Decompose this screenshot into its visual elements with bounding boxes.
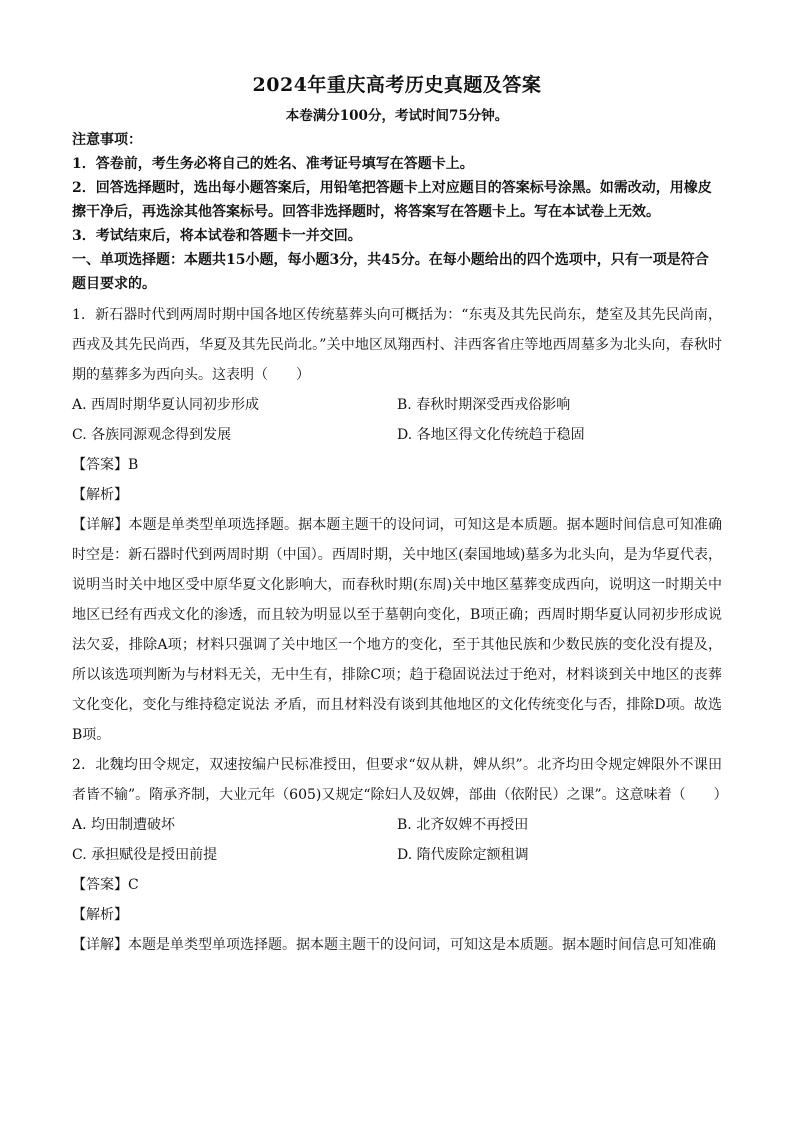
exam-info: 本卷满分100分，考试时间75分钟。: [285, 108, 509, 124]
question-2-options: [72, 840, 722, 870]
document-body: [72, 128, 728, 960]
section-heading: 一、单项选择题：本题共15小题，每小题3分，共45分。在每小题给出的四个选项中，只有一项是符合题目要求的。: [72, 252, 709, 292]
question-1-detail: 【详解】本题是单类型单项选择题。据本题主题干的设问词，可知这是本质题。据本题时间信息可知准确时空是：新石器时代到两周时期（中国）。西周时期，关中地区(秦国地域)墓多为北头向，是为华夏代表，说明当时关中地区受中原华夏文化影响大，而春秋时期(东周)关中地区墓葬变成西向，说明这一时期关中地区已经有西戎文化的渗透，而且较为明显以至于墓朝向变化，B项正确；西周时期华夏认同初步形成说法欠妥，排除A项；材料只强调了关中地区一个地方的变化，至于其他民族和少数民族的变化没有提及，所以该选项判断为与材料无关，无中生有，排除C项；趋于稳固说法过于绝对，材料谈到关中地区的丧葬文化变化，变化与维持稳定说法 矛盾，而且材料没有谈到其他地区的文化传统变化与否，排除D项。故选B项。: [72, 517, 722, 743]
question-1-options: [72, 420, 722, 450]
question-1-analysis-heading: 【解析】: [72, 487, 128, 503]
option-c: C. 各族同源观念得到发展: [72, 427, 232, 443]
option-c: C. 承担赋役是授田前提: [72, 847, 218, 863]
option-d: D. 隋代废除定额租调: [397, 847, 529, 863]
option-b: B. 春秋时期深受西戎俗影响: [397, 397, 571, 413]
notice-heading: 注意事项：: [72, 132, 142, 148]
option-a: A. 均田制遭破坏: [72, 817, 176, 833]
question-2-detail: 【详解】本题是单类型单项选择题。据本题主题干的设问词，可知这是本质题。据本题时间信息可知准确: [72, 937, 716, 953]
question-2-analysis-heading: 【解析】: [72, 907, 128, 923]
question-1-stem: 1．新石器时代到两周时期中国各地区传统墓葬头向可概括为：“东夷及其先民尚东，楚室及其先民尚南，西戎及其先民尚西，华夏及其先民尚北。”关中地区凤翔西村、沣西客省庄等地西周墓多为北头向，春秋时期的墓葬多为西向头。这表明（ ）: [72, 307, 722, 383]
notice-item: 3．考试结束后，将本试卷和答题卡一并交回。: [72, 228, 362, 244]
page-title: 2024年重庆高考历史真题及答案: [252, 74, 542, 96]
question-2-options: [72, 810, 722, 840]
question-2-stem: 2．北魏均田令规定，双速按编户民标准授田，但要求“奴从耕，婢从织”。北齐均田令规定婢限外不课田者皆不输”。隋承齐制，大业元年（605)又规定“除妇人及奴婢，部曲（依附民）之课”。这意味着（ ）: [72, 757, 728, 803]
option-d: D. 各地区得文化传统趋于稳固: [397, 427, 585, 443]
notice-item: 2．回答选择题时，选出每小题答案后，用铅笔把答题卡上对应题目的答案标号涂黑。如需改动，用橡皮擦干净后，再选涂其他答案标号。回答非选择题时，将答案写在答题卡上。写在本试卷上无效。: [72, 180, 712, 220]
question-2-answer: 【答案】C: [72, 877, 139, 893]
option-b: B. 北齐奴婢不再授田: [397, 817, 529, 833]
notice-item: 1．答卷前，考生务必将自己的姓名、准考证号填写在答题卡上。: [72, 156, 474, 172]
option-a: A. 西周时期华夏认同初步形成: [72, 397, 260, 413]
question-1-options: [72, 390, 722, 420]
question-1-answer: 【答案】B: [72, 457, 139, 473]
